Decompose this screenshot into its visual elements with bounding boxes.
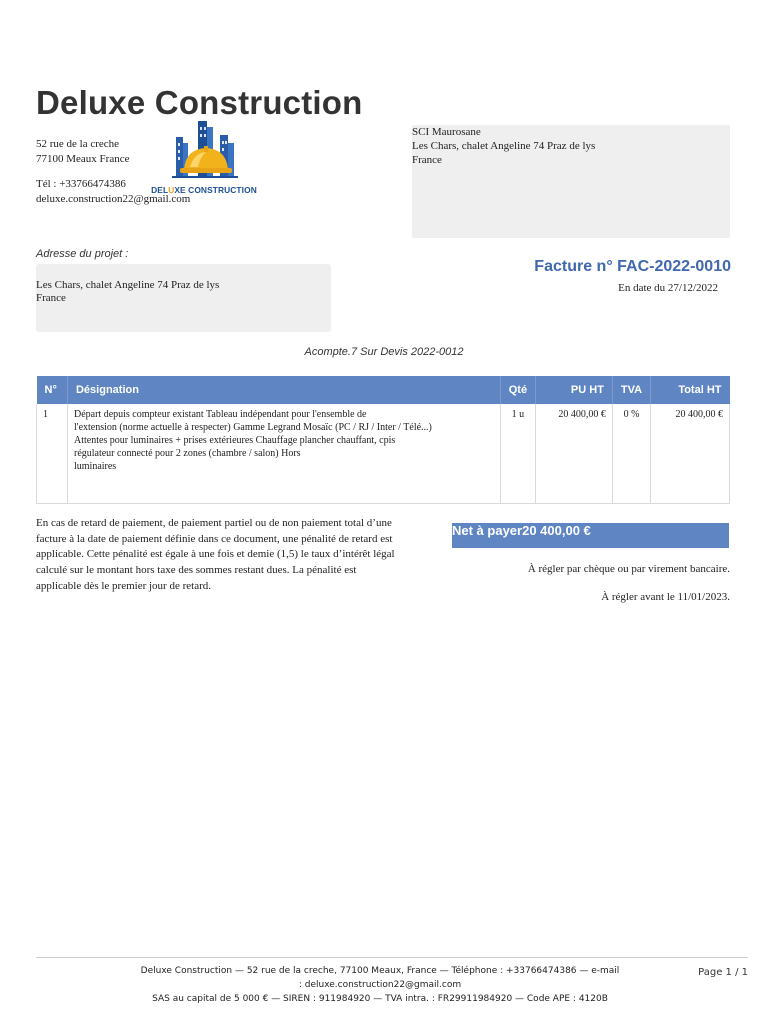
footer-line1: Deluxe Construction — 52 rue de la creche, 77100 Meaux, France — Téléphone : +33766474386 — e-mail <box>140 966 620 976</box>
client-address-box <box>412 125 730 238</box>
table-row <box>37 404 730 503</box>
invoice-reference: Acompte.7 Sur Devis 2022-0012 <box>304 346 464 358</box>
col-header-tva: TVA <box>612 376 650 404</box>
company-address-line1: 52 rue de la creche <box>36 138 120 150</box>
client-address: Les Chars, chalet Angeline 74 Praz de lys <box>412 140 596 152</box>
footer-legal <box>120 964 640 1006</box>
company-address <box>36 137 129 167</box>
project-address-box <box>36 264 331 332</box>
client-country: France <box>412 154 442 166</box>
col-header-total-ht: Total HT <box>651 376 730 404</box>
project-address: Les Chars, chalet Angeline 74 Praz de lys <box>36 279 220 291</box>
cell-tva: 0 % <box>612 404 650 503</box>
buildings-hardhat-icon <box>150 119 258 183</box>
company-logo <box>150 119 258 195</box>
cell-designation <box>67 404 500 503</box>
project-country: France <box>36 292 66 304</box>
col-header-pu-ht: PU HT <box>536 376 613 404</box>
designation-line: régulateur connecté pour 2 zones (chambre / salon) Hors <box>73 448 301 459</box>
invoice-date: En date du 27/12/2022 <box>618 282 718 294</box>
company-email[interactable]: deluxe.construction22@gmail.com <box>36 193 191 205</box>
payment-deadline: À régler avant le 11/01/2023. <box>601 591 730 603</box>
table-header-row <box>37 376 730 404</box>
footer-divider <box>36 957 748 958</box>
company-phone: Tél : +33766474386 <box>36 178 126 190</box>
company-name: Deluxe Construction <box>36 84 363 121</box>
footer-line2: : deluxe.construction22@gmail.com <box>298 980 462 990</box>
net-to-pay-amount: 20 400,00 € <box>522 523 591 538</box>
late-payment-terms: En cas de retard de paiement, de paiement partiel ou de non paiement total d’une facture à la date de paiement définie dans ce document, une pénalité de retard est applicable. Cette pénalité est égale à une fois et demie (1,5) le taux d’intérêt légal calculé sur le montant hors taxe des sommes restant dues. La pénalité est applicable dès le premier jour de retard. <box>36 517 395 592</box>
footer-line3: SAS au capital de 5 000 € — SIREN : 911984920 — TVA intra. : FR29911984920 — Code APE : 4120B <box>152 994 608 1004</box>
col-header-designation: Désignation <box>67 376 500 404</box>
designation-line: Départ depuis compteur existant Tableau indépendant pour l'ensemble de <box>73 409 367 420</box>
project-address-label: Adresse du projet : <box>36 248 129 260</box>
client-name: SCI Maurosane <box>412 126 481 138</box>
designation-line: l'extension (norme actuelle à respecter) Gamme Legrand Mosaïc (PC / RJ / Inter / Télé...) <box>73 422 432 433</box>
company-address-line2: 77100 Meaux France <box>36 153 130 165</box>
col-header-qty: Qté <box>500 376 535 404</box>
cell-qty: 1 u <box>500 404 535 503</box>
net-to-pay-bar <box>452 523 729 548</box>
col-header-num: N° <box>37 376 68 404</box>
cell-num: 1 <box>37 404 68 503</box>
designation-line: luminaires <box>73 461 117 472</box>
invoice-title: Facture n° FAC-2022-0010 <box>534 258 731 275</box>
page-number: Page 1 / 1 <box>698 967 748 978</box>
items-table <box>36 376 730 504</box>
cell-pu-ht: 20 400,00 € <box>536 404 613 503</box>
cell-total-ht: 20 400,00 € <box>651 404 730 503</box>
logo-text: DELUXE CONSTRUCTION <box>151 185 257 195</box>
net-to-pay-label: Net à payer <box>452 523 523 538</box>
payment-method: À régler par chèque ou par virement bancaire. <box>527 563 730 575</box>
designation-line: Attentes pour luminaires + prises extérieures Chauffage plancher chauffant, cpis <box>73 435 396 446</box>
